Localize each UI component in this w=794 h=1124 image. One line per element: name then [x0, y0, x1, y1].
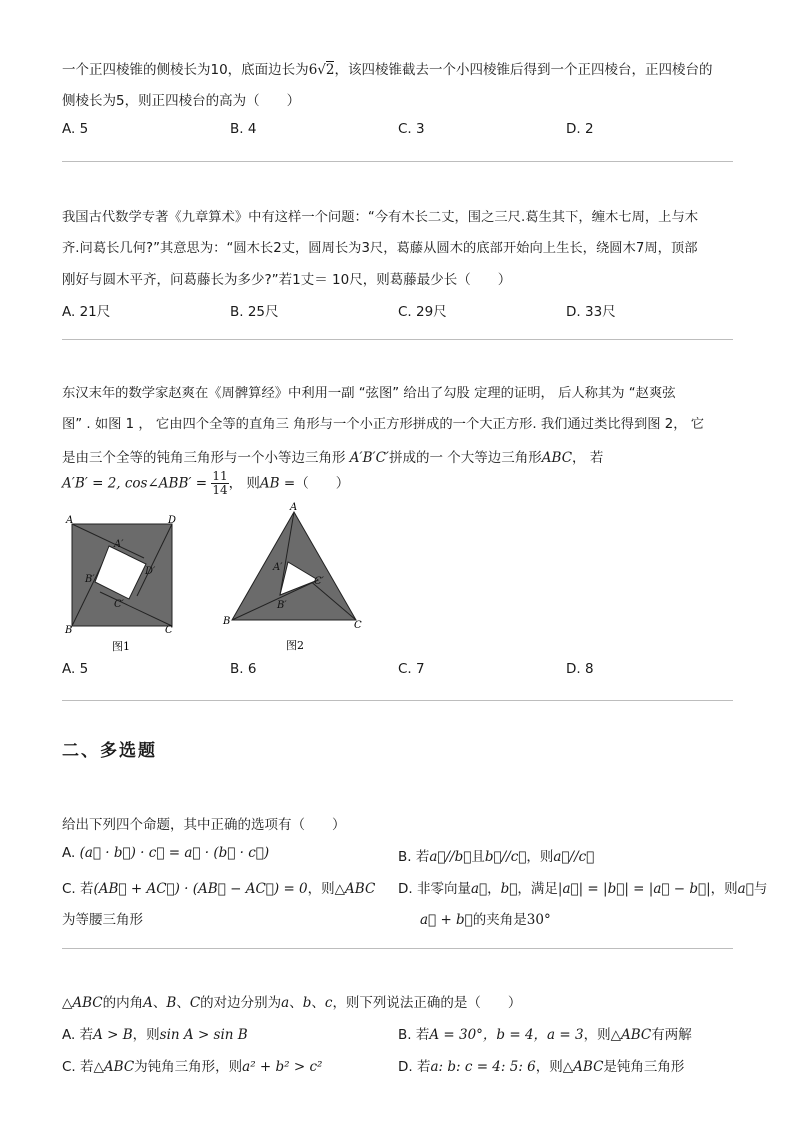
q4-d-m1: a⃗ — [470, 881, 488, 897]
q3-line4-text: ， 则 — [228, 475, 260, 492]
q1-text-a: 一个正四棱锥的侧棱长为10，底面边长为 — [62, 62, 309, 78]
q5-stem-text: 的内角 — [102, 995, 144, 1011]
q1-option-a: A. 5 — [62, 121, 89, 137]
q3-math-cos: A′B′ = 2, cos∠ABB′ = — [62, 475, 212, 492]
q5-stem-m3: B — [166, 995, 177, 1011]
q5-c-t1: 为钝角三角形，则 — [134, 1059, 243, 1075]
q3-fraction — [211, 470, 228, 497]
q1-line1 — [62, 58, 712, 78]
q4-d-m2: b⃗ — [500, 881, 518, 897]
fig2-label-b: B — [223, 616, 231, 627]
q3-option-d: D. 8 — [566, 661, 594, 677]
q5-a-t1: ，则 — [132, 1027, 160, 1043]
q4-stem: 给出下列四个命题，其中正确的选项有（ ） — [62, 817, 346, 833]
q3-line4 — [62, 470, 349, 497]
q5-option-b — [398, 1023, 692, 1043]
q5-d-t1: ，则 — [535, 1059, 563, 1075]
q5-d-label: D. 若 — [398, 1059, 431, 1075]
q5-c-m1: △ABC — [93, 1059, 135, 1075]
q3-math-small-triangle: A′B′C′ — [349, 450, 389, 466]
q4-option-a — [62, 845, 269, 861]
q5-d-t2: 是钝角三角形 — [603, 1059, 685, 1075]
fig1-label-b: B — [65, 625, 73, 636]
figure-2 — [220, 500, 370, 655]
q4-d-line2-value: 30° — [526, 912, 551, 928]
q5-stem-text2: 的对边分别为 — [200, 995, 282, 1011]
fig1-label-a: A — [66, 515, 74, 526]
q3-option-c: C. 7 — [398, 661, 425, 677]
q4-d-t1: ， — [487, 881, 501, 897]
q4-b-math3: a⃗//c⃗ — [553, 849, 595, 865]
q3-line3-text3: ， 若 — [572, 450, 604, 466]
fig2-label-a: A — [290, 502, 298, 513]
q4-d-t2: ，满足 — [517, 881, 558, 897]
q3-math-ab: AB — [259, 475, 280, 492]
q5-stem-math: △ABC — [62, 995, 103, 1011]
q3-line3-text: 是由三个全等的钝角三角形与一个小等边三角形 — [62, 450, 350, 466]
q2-line3: 刚好与圆木平齐，问葛藤长为多少?”若1丈＝ 10尺，则葛藤最少长（ ） — [62, 272, 512, 288]
q4-option-b — [398, 845, 594, 865]
divider — [62, 339, 733, 340]
q5-b-t1: ，则 — [583, 1027, 611, 1043]
q4-d-line2-math: a⃗ + b⃗ — [420, 912, 473, 928]
q2-option-b: B. 25尺 — [230, 304, 279, 320]
q5-option-a — [62, 1023, 248, 1043]
fig1-label-c: C — [165, 625, 173, 636]
q5-b-t2: 有两解 — [651, 1027, 692, 1043]
q3-frac-den: 14 — [212, 483, 228, 497]
q4-option-c-line2: 为等腰三角形 — [62, 912, 143, 928]
fig1-label-d: D — [168, 515, 177, 526]
q5-d-m1: a: b: c = 4: 5: 6 — [430, 1059, 536, 1075]
q5-stem-m6: b — [302, 995, 312, 1011]
q5-stem-sep: 、 — [289, 995, 303, 1011]
fig2-label-b-prime: B′ — [277, 600, 287, 611]
q3-option-a: A. 5 — [62, 661, 89, 677]
q5-b-m1: A = 30°，b = 4，a = 3 — [429, 1027, 584, 1043]
q1-sqrt-coef: 6 — [308, 62, 318, 78]
section-title: 二、多选题 — [62, 741, 157, 761]
q4-d-label: D. 非零向量 — [398, 881, 471, 897]
q1-sqrt-arg: 2 — [325, 62, 335, 78]
q4-c-math2: △ABC — [334, 881, 376, 897]
q5-b-label: B. 若 — [398, 1027, 430, 1043]
fig2-label-a-prime: A′ — [273, 562, 283, 573]
q1-line2: 侧棱长为5，则正四棱台的高为（ ） — [62, 93, 301, 109]
q3-line1: 东汉末年的数学家赵爽在《周髀算经》中利用一副 “弦图” 给出了勾股 定理的证明， 后人称其为 “赵爽弦 — [62, 386, 676, 401]
q3-line2: 图” . 如图 1 ， 它由四个全等的直角三 角形与一个小正方形拼成的一个大正方形. 我们通过类比得到图 2， 它 — [62, 417, 705, 432]
q5-option-c — [62, 1055, 322, 1075]
q4-b-math: a⃗//b⃗ — [429, 849, 472, 865]
q4-option-c — [62, 877, 375, 897]
divider — [62, 161, 733, 162]
q3-line3-text2: 拼成的一 个大等边三角形 — [389, 450, 542, 466]
q5-c-label: C. 若 — [62, 1059, 94, 1075]
q5-d-m2: △ABC — [562, 1059, 604, 1075]
q5-stem-sep: 、 — [311, 995, 325, 1011]
fig2-label-c: C — [354, 620, 362, 631]
q3-line3 — [62, 446, 603, 466]
q4-option-d-line2 — [420, 908, 551, 928]
q5-a-m1: A > B — [93, 1027, 133, 1043]
q2-option-c: C. 29尺 — [398, 304, 447, 320]
q5-a-label: A. 若 — [62, 1027, 94, 1043]
q4-b-label: B. 若 — [398, 849, 430, 865]
q4-c-label: C. 若 — [62, 881, 94, 897]
q1-sqrt-sign: √ — [317, 62, 326, 78]
q2-line2: 齐.问葛长几何?”其意思为：“圆木长2丈，圆周长为3尺，葛藤从圆木的底部开始向上生长，绕圆木7周，顶部 — [62, 241, 698, 256]
q5-option-d — [398, 1055, 684, 1075]
q1-option-c: C. 3 — [398, 121, 425, 137]
q5-stem-text3: ，则下列说法正确的是（ ） — [332, 995, 522, 1011]
q4-d-line2-text: 的夹角是 — [472, 912, 527, 928]
divider — [62, 700, 733, 701]
q3-math-big-triangle: ABC — [541, 450, 573, 466]
q2-option-d: D. 33尺 — [566, 304, 616, 320]
q5-b-m2: △ABC — [610, 1027, 652, 1043]
q3-option-b: B. 6 — [230, 661, 257, 677]
q5-stem-m2: A — [143, 995, 153, 1011]
divider — [62, 948, 733, 949]
q5-stem — [62, 991, 521, 1011]
q4-a-math: (a⃗ · b⃗) · c⃗ = a⃗ · (b⃗ · c⃗) — [79, 845, 270, 861]
q4-c-math: (AB⃗ + AC⃗) · (AB⃗ − AC⃗) = 0 — [93, 881, 308, 897]
q2-option-a: A. 21尺 — [62, 304, 111, 320]
q1-text-b: ，该四棱锥截去一个小四棱锥后得到一个正四棱台，正四棱台的 — [334, 62, 713, 78]
q4-d-m3: |a⃗| = |b⃗| = |a⃗ − b⃗| — [557, 881, 711, 897]
fig2-caption: 图2 — [286, 639, 304, 652]
q4-c-mid: ，则 — [307, 881, 335, 897]
q5-stem-sep: 、 — [176, 995, 190, 1011]
q4-a-label: A. — [62, 845, 76, 861]
fig1-caption: 图1 — [112, 640, 130, 653]
fig2-label-c-prime: C′ — [314, 576, 324, 587]
q5-stem-m4: C — [189, 995, 201, 1011]
fig1-label-b-prime: B′ — [85, 574, 95, 585]
q1-option-b: B. 4 — [230, 121, 257, 137]
q4-b-math2: b⃗//c⃗ — [484, 849, 527, 865]
q5-stem-sep: 、 — [152, 995, 167, 1011]
q1-option-d: D. 2 — [566, 121, 594, 137]
q3-line4-text2: =（ ） — [279, 475, 350, 492]
fig1-label-a-prime: A′ — [114, 539, 124, 550]
q4-d-t4: 与 — [753, 881, 768, 897]
figure-1 — [60, 510, 190, 655]
q4-option-d — [398, 877, 767, 897]
q5-stem-m5: a — [281, 995, 290, 1011]
q3-frac-num: 11 — [212, 469, 228, 483]
q5-a-m2: sin A > sin B — [159, 1027, 248, 1043]
q4-b-mid2: ，则 — [526, 849, 554, 865]
fig1-label-d-prime: D′ — [145, 566, 156, 577]
fig1-label-c-prime: C′ — [114, 599, 124, 610]
q4-d-t3: ，则 — [710, 881, 738, 897]
q5-c-m2: a² + b² > c² — [242, 1059, 323, 1075]
q2-line1: 我国古代数学专著《九章算术》中有这样一个问题：“今有木长二丈，围之三尺.葛生其下，缠木七周，上与木 — [62, 210, 699, 225]
q4-d-m4: a⃗ — [737, 881, 754, 897]
q4-b-mid: 且 — [471, 849, 485, 865]
q5-stem-m7: c — [324, 995, 333, 1011]
